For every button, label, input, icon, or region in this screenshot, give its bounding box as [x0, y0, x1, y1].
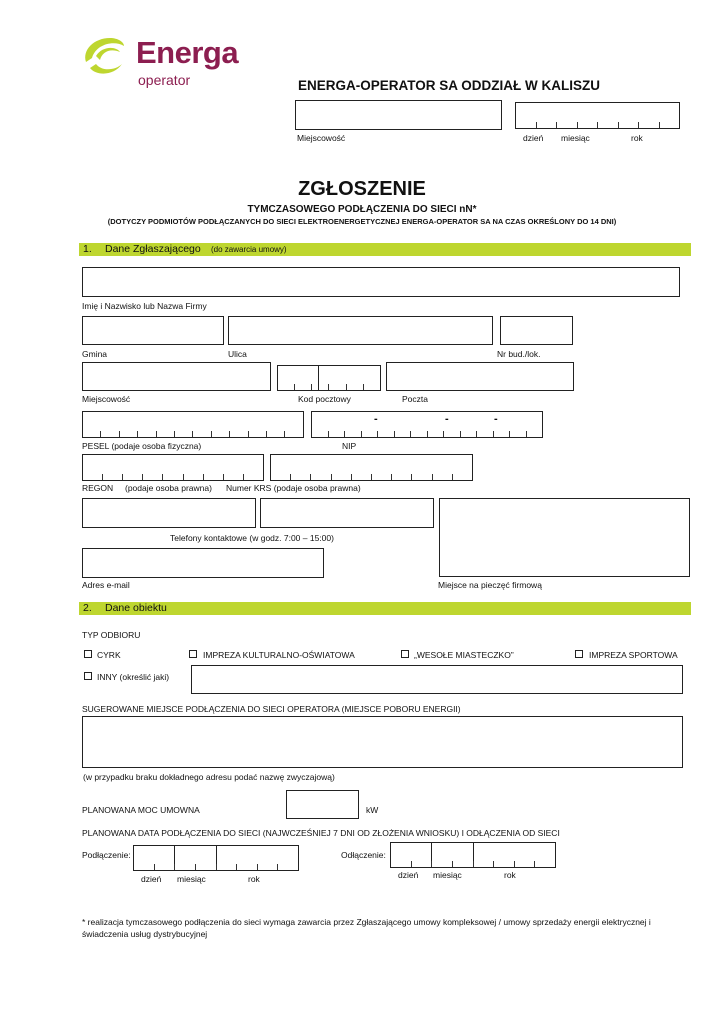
- footnote: * realizacja tymczasowego podłączenia do sieci wymaga zawarcia przez Zgłaszającego umowy kompleksowej / umowy sprzedaży energii elektrycznej i świadczenia usług dystrybucyjnej: [82, 917, 651, 939]
- phone-2-input[interactable]: [260, 498, 434, 528]
- section-1-header: [79, 243, 691, 256]
- type-funfair-checkbox[interactable]: [401, 650, 409, 658]
- street-input[interactable]: [228, 316, 493, 345]
- logo-subtitle: operator: [138, 72, 191, 88]
- disconnect-month-label: miesiąc: [433, 870, 462, 880]
- type-funfair-label: „WESOŁE MIASTECZKO”: [414, 650, 514, 660]
- dates-label: PLANOWANA DATA PODŁĄCZENIA DO SIECI (NAJWCZEŚNIEJ 7 DNI OD ZŁOŻENIA WNIOSKU) I ODŁĄCZENIA OD SIECI: [82, 828, 560, 838]
- type-sport-label: IMPREZA SPORTOWA: [589, 650, 678, 660]
- section-1-number: 1.: [83, 243, 92, 255]
- logo-wordmark: Energa: [136, 35, 239, 70]
- email-input[interactable]: [82, 548, 324, 578]
- connect-label: Podłączenie:: [82, 850, 131, 860]
- location-input[interactable]: [82, 716, 683, 768]
- email-label: Adres e-mail: [82, 580, 130, 590]
- disconnect-date-input[interactable]: [390, 842, 556, 868]
- power-unit: kW: [366, 805, 379, 815]
- pesel-label: PESEL (podaje osoba fizyczna): [82, 441, 202, 451]
- commune-label: Gmina: [82, 349, 108, 359]
- nip-separator: -: [445, 413, 449, 425]
- city-label: Miejscowość: [82, 394, 131, 404]
- date-day-label: dzień: [523, 133, 544, 143]
- type-other-checkbox[interactable]: [84, 672, 92, 680]
- type-sport-checkbox[interactable]: [575, 650, 583, 658]
- street-label: Ulica: [228, 349, 247, 359]
- section-1-hint: (do zawarcia umowy): [211, 245, 287, 254]
- type-other-label: INNY (określić jaki): [97, 672, 170, 682]
- connect-month-label: miesiąc: [177, 874, 206, 884]
- section-2-title: Dane obiektu: [105, 602, 167, 614]
- connect-day-label: dzień: [141, 874, 162, 884]
- connect-year-label: rok: [248, 874, 260, 884]
- krs-input[interactable]: [270, 454, 473, 481]
- place-label: Miejscowość: [297, 133, 346, 143]
- pesel-input[interactable]: [82, 411, 304, 438]
- nip-separator: -: [494, 413, 498, 425]
- type-circus-label: CYRK: [97, 650, 121, 660]
- disconnect-day-label: dzień: [398, 870, 419, 880]
- power-label: PLANOWANA MOC UMOWNA: [82, 805, 200, 815]
- type-other-input[interactable]: [191, 665, 683, 694]
- type-circus-checkbox[interactable]: [84, 650, 92, 658]
- phones-label: Telefony kontaktowe (w godz. 7:00 – 15:00): [170, 533, 334, 543]
- postal-code-label: Kod pocztowy: [298, 394, 351, 404]
- form-note: (DOTYCZY PODMIOTÓW PODŁĄCZANYCH DO SIECI ELEKTROENERGETYCZNEJ ENERGA-OPERATOR SA NA CZAS OKREŚLONY DO 14 DNI): [107, 217, 617, 226]
- location-hint: (w przypadku braku dokładnego adresu podać nazwę zwyczajową): [83, 772, 335, 782]
- krs-label: Numer KRS (podaje osoba prawna): [226, 483, 361, 493]
- disconnect-year-label: rok: [504, 870, 516, 880]
- postal-code-input[interactable]: [277, 365, 381, 391]
- section-1-title: Dane Zgłaszającego: [105, 243, 201, 255]
- stamp-label: Miejsce na pieczęć firmową: [438, 580, 542, 590]
- type-cultural-label: IMPREZA KULTURALNO-OŚWIATOWA: [203, 650, 355, 660]
- regon-label: REGON: [82, 483, 114, 493]
- nip-label: NIP: [342, 441, 357, 451]
- place-field[interactable]: [295, 100, 502, 130]
- stamp-area: [439, 498, 690, 577]
- commune-input[interactable]: [82, 316, 224, 345]
- form-title: ZGŁOSZENIE: [298, 178, 426, 200]
- building-input[interactable]: [500, 316, 573, 345]
- regon-input[interactable]: [82, 454, 264, 481]
- phone-1-input[interactable]: [82, 498, 256, 528]
- nip-input[interactable]: [311, 411, 543, 438]
- location-label: SUGEROWANE MIEJSCE PODŁĄCZENIA DO SIECI OPERATORA (MIEJSCE POBORU ENERGII): [82, 704, 461, 714]
- name-label: Imię i Nazwisko lub Nazwa Firmy: [82, 301, 207, 311]
- regon-hint: (podaje osoba prawna): [125, 483, 212, 493]
- energa-logo: [80, 30, 250, 90]
- type-label: TYP ODBIORU: [82, 630, 141, 640]
- city-input[interactable]: [82, 362, 271, 391]
- post-office-input[interactable]: [386, 362, 574, 391]
- type-cultural-checkbox[interactable]: [189, 650, 197, 658]
- section-2-header: [79, 602, 691, 615]
- date-field[interactable]: [515, 102, 680, 129]
- branch-title: ENERGA-OPERATOR SA ODDZIAŁ W KALISZU: [298, 78, 600, 93]
- nip-separator: -: [374, 413, 378, 425]
- date-month-label: miesiąc: [561, 133, 590, 143]
- power-input[interactable]: [286, 790, 359, 819]
- building-label: Nr bud./lok.: [497, 349, 541, 359]
- form-subtitle: TYMCZASOWEGO PODŁĄCZENIA DO SIECI nN*: [247, 204, 477, 215]
- disconnect-label: Odłączenie:: [341, 850, 386, 860]
- post-office-label: Poczta: [402, 394, 428, 404]
- logo-swirl-icon: [80, 32, 128, 78]
- connect-date-input[interactable]: [133, 845, 299, 871]
- date-year-label: rok: [631, 133, 643, 143]
- section-2-number: 2.: [83, 602, 92, 614]
- name-input[interactable]: [82, 267, 680, 297]
